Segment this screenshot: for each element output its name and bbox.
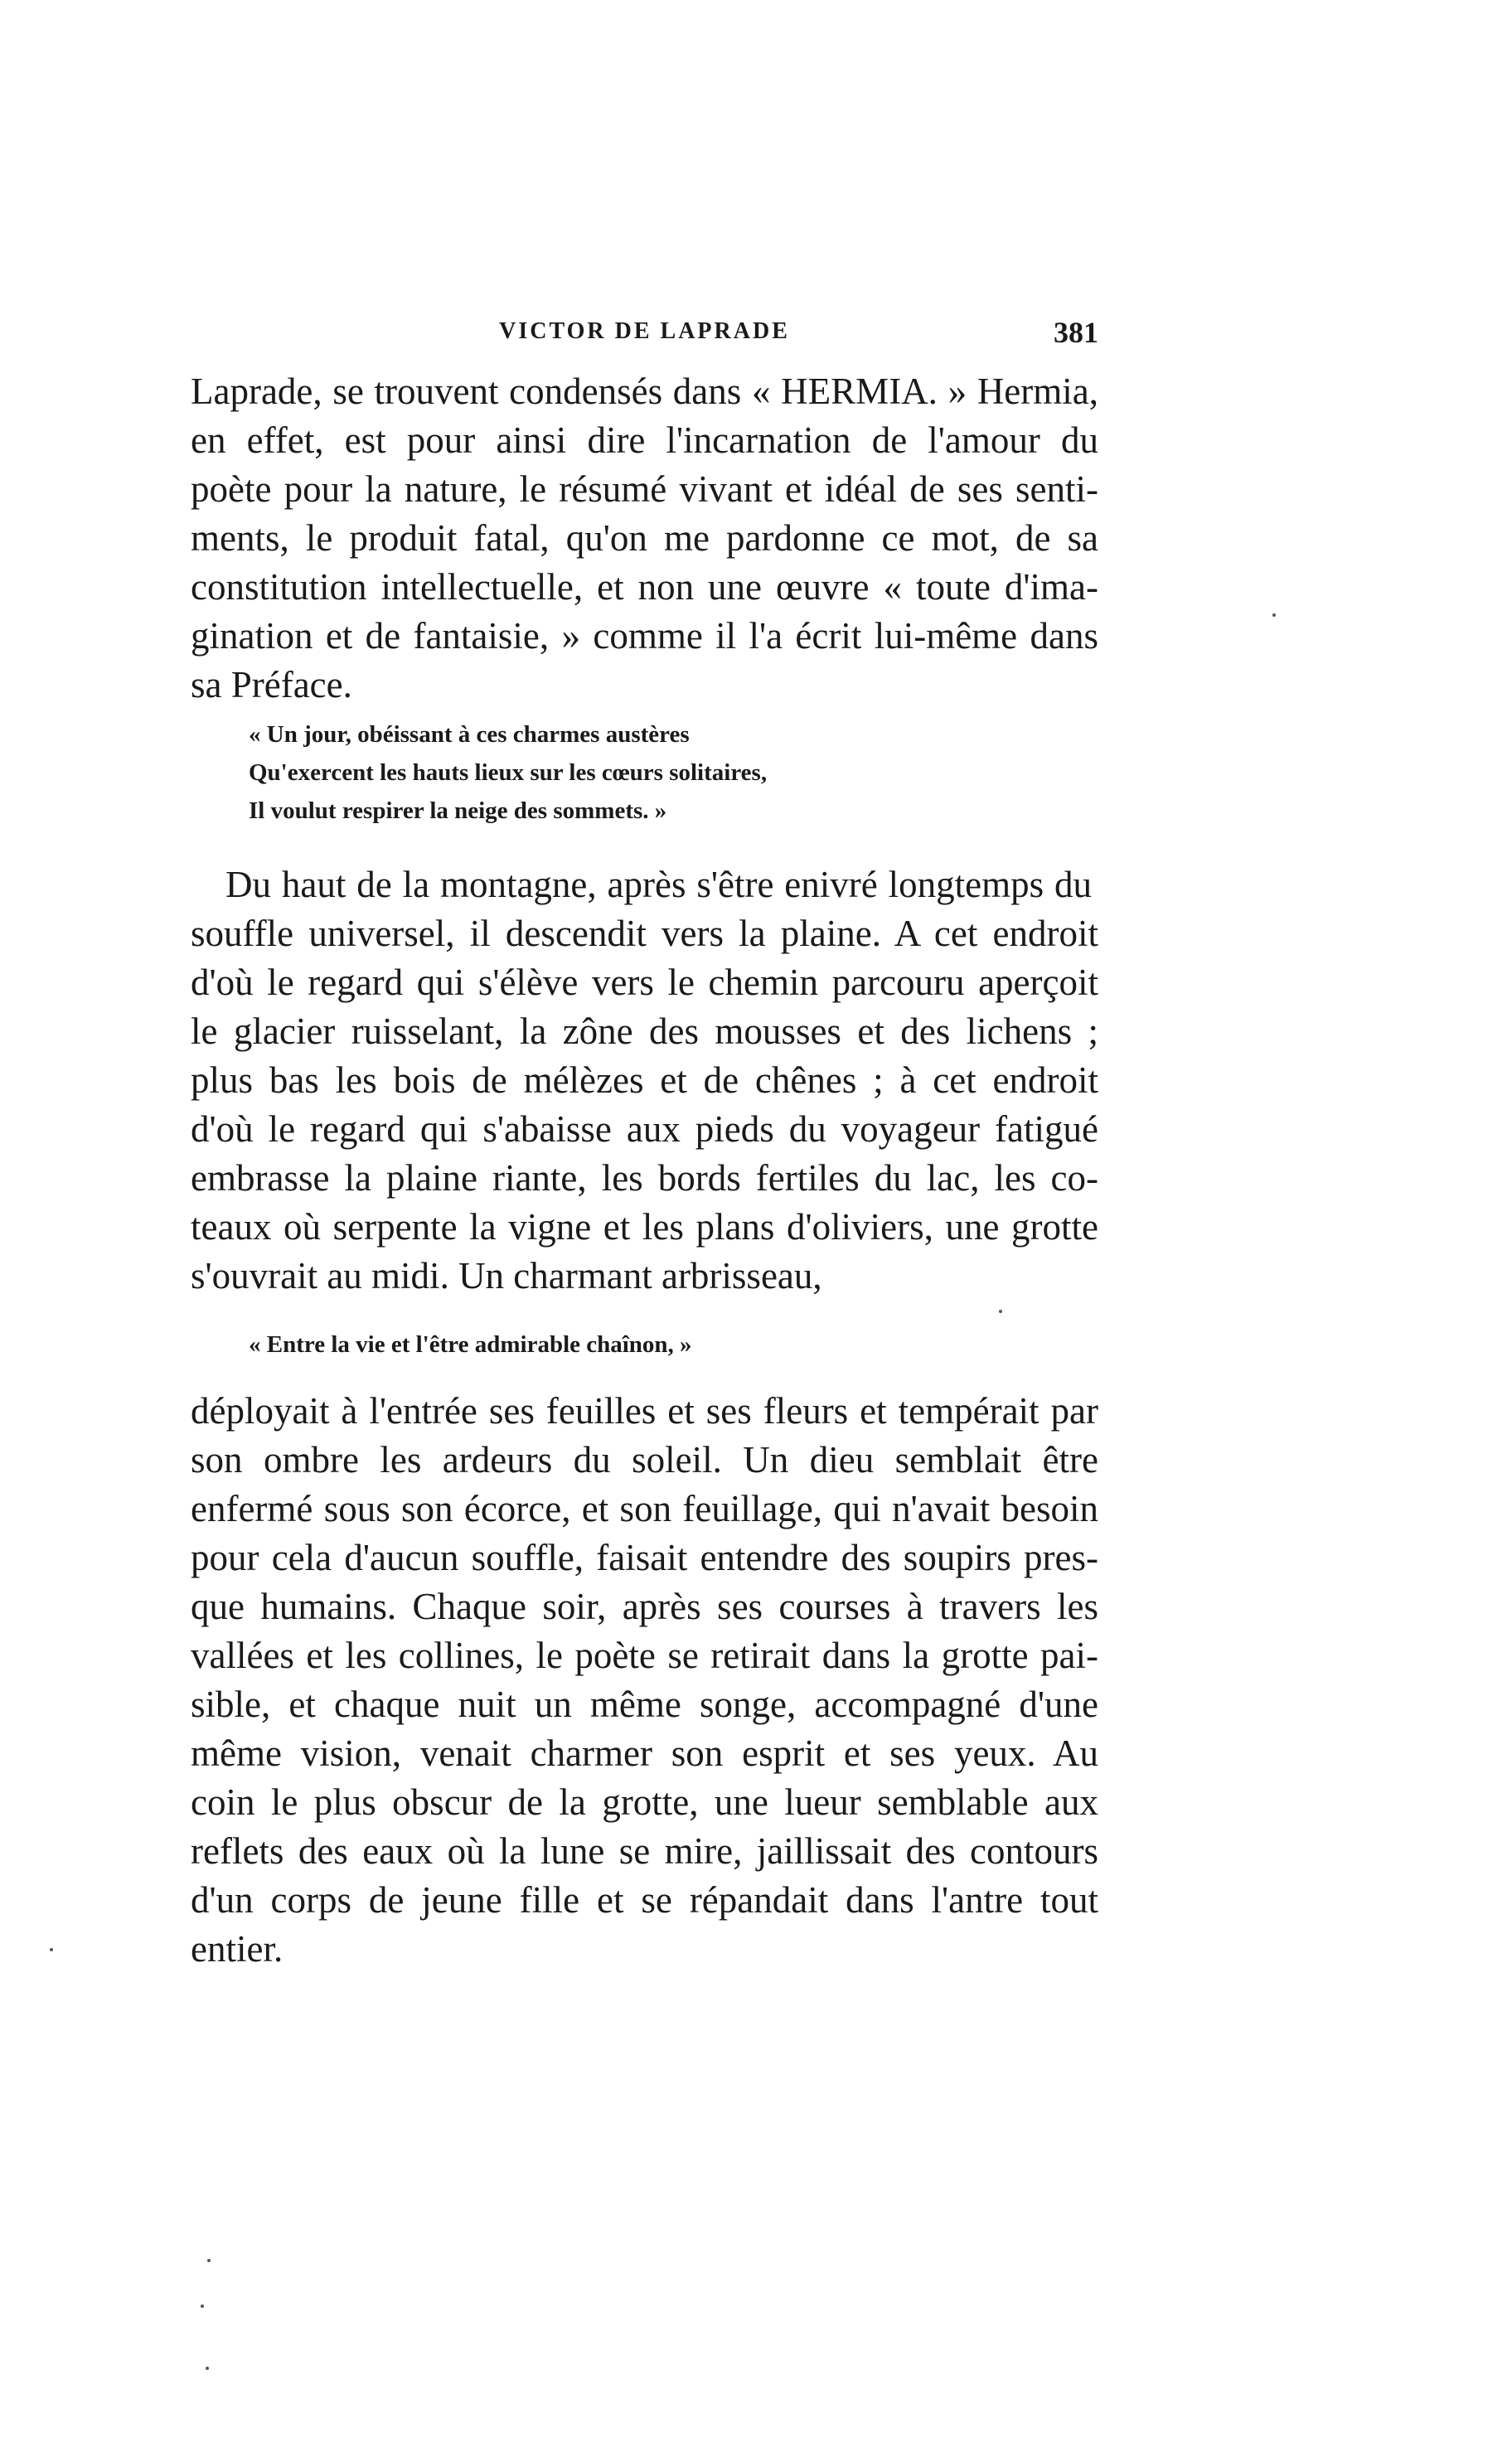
text-line: le glacier ruisselant, la zône des mousses et des lichens ; xyxy=(191,1010,1098,1052)
text-line: sible, et chaque nuit un même songe, accompagné d'une xyxy=(191,1684,1098,1725)
text-line: reflets des eaux où la lune se mire, jaillissait des contours xyxy=(191,1830,1098,1872)
text-line: enfermé sous son écorce, et son feuillage, qui n'avait besoin xyxy=(191,1488,1098,1529)
text-line: vallées et les collines, le poète se retirait dans la grotte pai- xyxy=(191,1635,1098,1676)
text-line: teaux où serpente la vigne et les plans d'oliviers, une grotte xyxy=(191,1206,1098,1248)
verse-line: Il voulut respirer la neige des sommets. » xyxy=(249,797,667,824)
text-line: s'ouvrait au midi. Un charmant arbrisseau, xyxy=(191,1255,822,1296)
text-line: constitution intellectuelle, et non une œuvre « toute d'ima- xyxy=(191,566,1098,608)
verse-quote-2: « Entre la vie et l'être admirable chaînon, » xyxy=(249,1331,692,1358)
text-line: Laprade, se trouvent condensés dans « HERMIA. » Hermia, xyxy=(191,371,1098,412)
text-line: son ombre les ardeurs du soleil. Un dieu semblait être xyxy=(191,1439,1098,1480)
text-line: plus bas les bois de mélèzes et de chênes ; à cet endroit xyxy=(191,1059,1098,1101)
text-line: en effet, est pour ainsi dire l'incarnation de l'amour du xyxy=(191,419,1098,461)
text-line: souffle universel, il descendit vers la plaine. A cet endroit xyxy=(191,913,1098,954)
text-line: d'un corps de jeune fille et se répandait dans l'antre tout xyxy=(191,1879,1098,1921)
verse-line: Qu'exercent les hauts lieux sur les cœurs solitaires, xyxy=(249,759,768,786)
text-line: Du haut de la montagne, après s'être enivré longtemps du xyxy=(225,864,1092,905)
scan-speck xyxy=(50,1948,53,1951)
text-line: embrasse la plaine riante, les bords fertiles du lac, les co- xyxy=(191,1157,1098,1199)
text-line: pour cela d'aucun souffle, faisait entendre des soupirs pres- xyxy=(191,1537,1098,1578)
scan-speck xyxy=(201,2304,204,2308)
scan-speck xyxy=(206,2367,209,2370)
running-head xyxy=(191,315,1098,356)
scan-speck xyxy=(207,2259,211,2262)
page-number: 381 xyxy=(1054,316,1098,349)
scan-speck xyxy=(1272,613,1276,617)
text-line: d'où le regard qui s'élève vers le chemin parcouru aperçoit xyxy=(191,962,1098,1003)
text-line: déployait à l'entrée ses feuilles et ses fleurs et tempérait par xyxy=(191,1390,1098,1432)
text-line: poète pour la nature, le résumé vivant et idéal de ses senti- xyxy=(191,468,1098,510)
text-line: ments, le produit fatal, qu'on me pardonne ce mot, de sa xyxy=(191,517,1098,559)
verse-line: « Un jour, obéissant à ces charmes austères xyxy=(249,721,690,748)
running-title: VICTOR DE LAPRADE xyxy=(499,318,790,344)
scan-speck xyxy=(999,1310,1002,1313)
text-line: entier. xyxy=(191,1928,284,1970)
text-line: que humains. Chaque soir, après ses courses à travers les xyxy=(191,1586,1098,1627)
text-line: d'où le regard qui s'abaisse aux pieds du voyageur fatigué xyxy=(191,1108,1098,1150)
text-line: sa Préface. xyxy=(191,664,352,705)
text-line: coin le plus obscur de la grotte, une lueur semblable aux xyxy=(191,1781,1098,1823)
text-line: gination et de fantaisie, » comme il l'a écrit lui-même dans xyxy=(191,615,1098,657)
text-line: même vision, venait charmer son esprit et ses yeux. Au xyxy=(191,1732,1098,1774)
